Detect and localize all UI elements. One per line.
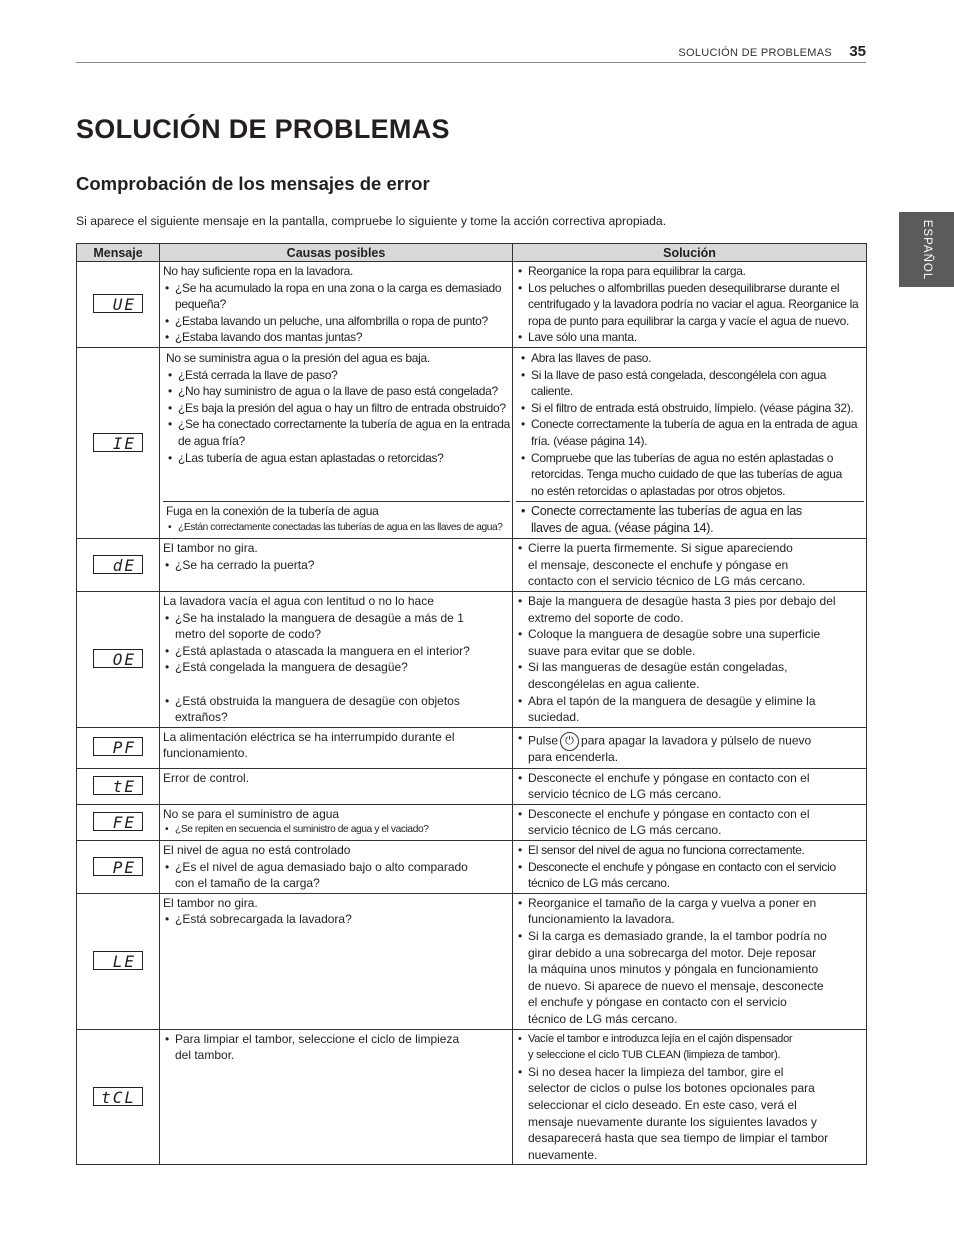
solution-line: • Si las mangueras de desagüe están congeladas, [516,659,864,676]
solution-line: desaparecerá hasta que sea tiempo de limpiar el tambor [528,1131,829,1146]
solution-line: fría. (véase página 14). [531,433,648,448]
solution-line: llaves de agua. (véase página 14). [531,520,714,535]
solution-line: servicio técnico de LG más cercano. [528,787,722,802]
cause-line: • ¿Las tubería de agua estan aplastadas o retorcidas? [166,450,508,467]
cause-line: • ¿Estaba lavando dos mantas juntas? [163,329,510,346]
solution-line: girar debido a una sobrecarga del motor. Deje reposar [528,945,817,960]
solution-line: • Desconecte el enchufe y póngase en contacto con el servicio [516,859,864,876]
solution-line: • Desconecte el enchufe y póngase en contacto con el [516,806,864,823]
solution-line: • Coloque la manguera de desagüe sobre una superficie [516,626,864,643]
cause-line: de agua fría? [178,433,245,448]
table-row [77,804,867,840]
language-tab-label: ESPAÑOL [920,219,933,280]
solution-cell [513,262,867,348]
error-code-display: PF [93,737,143,756]
cause-line: • ¿Está congelada la manguera de desagüe? [163,659,510,676]
solution-line: caliente. [531,384,573,399]
solution-line: nuevamente. [528,1147,598,1162]
solution-line: el mensaje, desconecte el enchufe y póngase en [528,557,789,572]
solution-line: técnico de LG más cercano. [528,876,670,891]
table-row [77,768,867,804]
message-cell [77,1029,160,1165]
error-messages-table [76,243,867,1165]
spacer [163,676,510,693]
solution-line: • Vacíe el tambor e introduzca lejía en el cajón dispensador [516,1031,864,1048]
solution-line: la máquina unos minutos y póngala en funcionamiento [528,962,819,977]
message-cell [77,591,160,727]
power-icon: ⏻ [560,732,579,751]
causes-cell [160,262,513,348]
causes-cell [160,893,513,1029]
cause-line: pequeña? [175,297,226,312]
solutions-group [516,349,864,501]
solution-text: para apagar la lavadora y púlselo de nuevo [581,733,812,748]
message-cell [77,347,160,538]
solution-line: • Los peluches o alfombrillas pueden desequilibrarse durante el [516,280,864,297]
intro-text: Si aparece el siguiente mensaje en la pantalla, compruebe lo siguiente y tome la acción correctiva apropiada. [76,214,667,228]
solution-line: • Compruebe que las tuberías de agua no estén aplastadas o [519,450,862,467]
cause-line: Error de control. [163,770,250,785]
solution-line: • Lave sólo una manta. [516,329,864,346]
cause-line: • ¿Está sobrecargada la lavadora? [163,911,510,928]
cause-line: • ¿Está cerrada la llave de paso? [166,367,508,384]
solutions-group [516,501,864,537]
solution-cell [513,841,867,894]
solution-line: y seleccione el ciclo TUB CLEAN (limpieza de tambor). [528,1049,781,1062]
causes-cell [160,539,513,592]
causes-cell [160,768,513,804]
solution-cell [513,727,867,768]
solution-line: suciedad. [528,710,580,725]
table-row [77,841,867,894]
header-causes: Causas posibles [160,244,513,262]
solution-cell [513,1029,867,1165]
causes-cell [160,804,513,840]
solution-cell [513,591,867,727]
message-cell [77,768,160,804]
cause-line: extraños? [175,710,228,725]
error-code-display: LE [93,951,143,970]
solution-line: suave para evitar que se doble. [528,643,696,658]
cause-line: • ¿Es baja la presión del agua o hay un filtro de entrada obstruido? [166,400,508,417]
solution-line: • Si la carga es demasiado grande, la el tambor podría no [516,928,864,945]
page-title: SOLUCIÓN DE PROBLEMAS [76,114,450,144]
solution-line: ropa de punto para equilibrar la carga y vacíe el agua de nuevo. [528,313,850,328]
table-row [77,893,867,1029]
causes-group [163,501,510,537]
solution-line: retorcidas. Tenga mucho cuidado de que las tuberías de agua [531,467,842,482]
solution-line: de nuevo. Si aparece de nuevo el mensaje, desconecte [528,978,824,993]
cause-line: • ¿Está obstruida la manguera de desagüe con objetos [163,693,510,710]
error-code-display: OE [93,649,143,668]
table-row [77,347,867,538]
table-row [77,262,867,348]
cause-line: • ¿Se ha acumulado la ropa en una zona o la carga es demasiado [163,280,510,297]
solution-line: extremo del soporte de codo. [528,610,684,625]
solution-line: para encenderla. [528,749,619,764]
header-message: Mensaje [77,244,160,262]
language-tab [899,212,954,287]
solution-line: • Baje la manguera de desagüe hasta 3 pies por debajo del [516,593,864,610]
causes-cell [160,727,513,768]
solution-line: funcionamiento la lavadora. [528,912,675,927]
solution-cell [513,347,867,538]
solution-cell [513,768,867,804]
cause-line: • ¿Se ha instalado la manguera de desagüe a más de 1 [163,610,510,627]
cause-line: • ¿No hay suministro de agua o la llave de paso está congelada? [166,383,508,400]
table-row [77,727,867,768]
solution-line: • Abra el tapón de la manguera de desagüe y elimine la [516,693,864,710]
solution-line: técnico de LG más cercano. [528,1012,678,1026]
solution-line: • El sensor del nivel de agua no funciona correctamente. [516,842,864,859]
cause-line: • ¿Está aplastada o atascada la manguera en el interior? [163,643,510,660]
cause-line: • ¿Están correctamente conectadas las tuberías de agua en las llaves de agua? [166,520,508,537]
solution-line: • Si la llave de paso está congelada, descongélela con agua [519,367,862,384]
table-row [77,591,867,727]
cause-line: No se para el suministro de agua [163,806,340,821]
message-cell [77,893,160,1029]
causes-cell [160,591,513,727]
solution-line: servicio técnico de LG más cercano. [528,823,722,838]
page-number: 35 [849,43,866,60]
error-code-display: IE [93,433,143,452]
table-header-row [77,244,867,262]
solution-line: • Desconecte el enchufe y póngase en contacto con el [516,770,864,787]
cause-line: • ¿Se ha cerrado la puerta? [163,557,510,574]
message-cell [77,539,160,592]
causes-group [163,349,510,501]
solution-line: selector de ciclos o pulse los botones opcionales para [528,1081,815,1096]
error-code-display: dE [93,555,143,574]
cause-line: del tambor. [175,1048,235,1063]
table-row [77,539,867,592]
solution-line: • Reorganice el tamaño de la carga y vuelva a poner en [516,895,864,912]
solution-cell [513,893,867,1029]
cause-line: Fuga en la conexión de la tubería de agua [166,503,379,518]
cause-line: No se suministra agua o la presión del agua es baja. [166,350,430,365]
solution-line: el enchufe y póngase en contacto con el servicio [528,995,787,1010]
error-code-display: FE [93,812,143,831]
causes-cell [160,1029,513,1165]
error-code-display: PE [93,857,143,876]
cause-line: con el tamaño de la carga? [175,876,320,891]
header-solution: Solución [513,244,867,262]
solution-line: • Conecte correctamente las tuberías de agua en las [519,503,862,520]
error-code-display: tE [93,776,143,795]
cause-line: La alimentación eléctrica se ha interrumpido durante el [163,729,455,744]
solution-line: contacto con el servicio técnico de LG más cercano. [528,574,806,589]
solution-line [516,732,864,751]
message-cell [77,841,160,894]
solution-line: seleccionar el ciclo deseado. En este caso, verá el [528,1097,797,1112]
message-cell [77,804,160,840]
solution-line: • Reorganice la ropa para equilibrar la carga. [516,263,864,280]
cause-line: metro del soporte de codo? [175,627,322,642]
cause-line: El tambor no gira. [163,541,258,556]
solution-line: centrifugado y la lavadora podría no vaciar el agua. Reorganice la [528,297,859,312]
solution-text: Pulse [528,733,559,748]
cause-line: • ¿Se repiten en secuencia el suministro de agua y el vaciado? [163,822,510,839]
message-cell [77,727,160,768]
header-section-title: SOLUCIÓN DE PROBLEMAS [678,47,832,59]
solution-line: • Cierre la puerta firmemente. Si sigue apareciendo [516,540,864,557]
causes-cell [160,347,513,538]
cause-line: La lavadora vacía el agua con lentitud o no lo hace [163,593,434,608]
cause-line: El tambor no gira. [163,895,258,910]
table-row [77,1029,867,1165]
section-subtitle: Comprobación de los mensajes de error [76,173,430,194]
cause-line: • ¿Estaba lavando un peluche, una alfombrilla o ropa de punto? [163,313,510,330]
solution-line: • Conecte correctamente la tubería de agua en la entrada de agua [519,416,862,433]
solution-line: • Abra las llaves de paso. [519,350,862,367]
solution-line: • Si no desea hacer la limpieza del tambor, gire el [516,1064,864,1081]
message-cell [77,262,160,348]
error-code-display: tCL [93,1087,143,1106]
cause-line: No hay suficiente ropa en la lavadora. [163,264,354,278]
error-code-display: UE [93,294,143,313]
causes-cell [160,841,513,894]
solution-line: mensaje nuevamente durante los siguientes lavados y [528,1114,817,1129]
page-header [76,40,866,63]
solution-cell [513,539,867,592]
cause-line: El nivel de agua no está controlado [163,843,351,858]
cause-line: • ¿Se ha conectado correctamente la tubería de agua en la entrada [166,416,508,433]
solution-line: descongélelas en agua caliente. [528,676,700,691]
solution-cell [513,804,867,840]
cause-line: • Para limpiar el tambor, seleccione el ciclo de limpieza [163,1031,510,1048]
cause-line: funcionamiento. [163,746,248,761]
cause-line: • ¿Es el nivel de agua demasiado bajo o alto comparado [163,859,510,876]
solution-line: no estén retorcidas o aplastadas por otros objetos. [531,483,786,498]
solution-line: • Si el filtro de entrada está obstruido, límpielo. (véase página 32). [519,400,862,417]
